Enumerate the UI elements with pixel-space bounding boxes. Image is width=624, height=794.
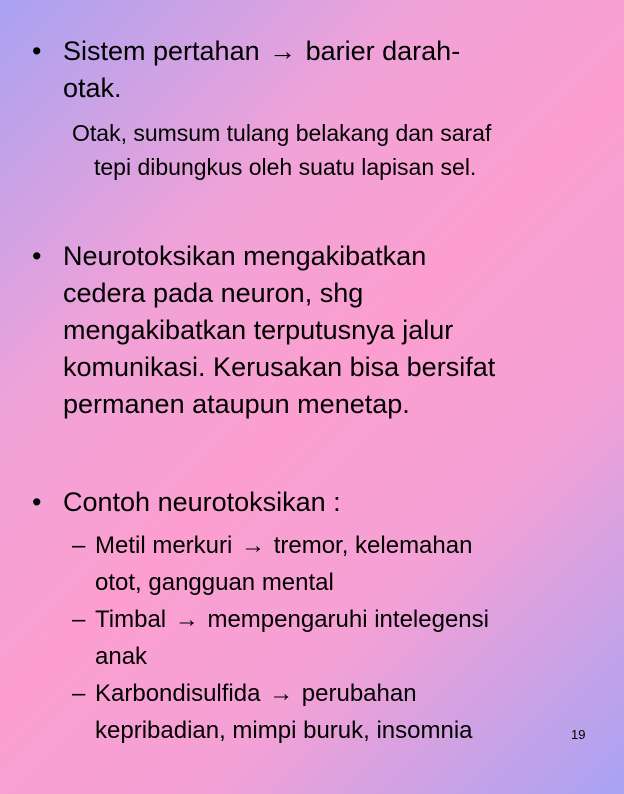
example-effect: tremor, kelemahan (273, 532, 473, 559)
bullet-line-text: Sistem pertahan (63, 36, 268, 66)
bullet-line: otak. (63, 73, 122, 103)
bullet-marker: • (32, 241, 42, 271)
bullet-line: cedera pada neuron, shg (63, 278, 364, 308)
example-text (95, 675, 473, 749)
arrow-right-icon: → (174, 606, 199, 633)
example-line (95, 601, 489, 638)
bullet-line: Neurotoksikan mengakibatkan (63, 241, 427, 271)
example-line (95, 527, 472, 564)
example-name: Timbal (95, 606, 167, 633)
example-name: Metil merkuri (95, 532, 233, 559)
bullet-text (63, 238, 495, 423)
arrow-right-icon: → (241, 532, 266, 559)
example-text (95, 601, 489, 675)
example-name: Karbondisulfida (95, 680, 261, 707)
bullet-line: komunikasi. Kerusakan bisa bersifat (63, 352, 496, 382)
dash-marker: – (72, 680, 86, 707)
dash-marker: – (72, 532, 86, 559)
example-line (95, 675, 473, 712)
bullet-line: permanen ataupun menetap. (63, 389, 410, 419)
bullet-text (63, 484, 341, 521)
example-line: anak (95, 643, 148, 670)
bullet-line (63, 33, 460, 70)
sub-paragraph-line-1: Otak, sumsum tulang belakang dan saraf (72, 120, 492, 146)
bullet-line-text: barier darah- (298, 36, 461, 66)
bullet-marker: • (32, 487, 42, 517)
example-line: otot, gangguan mental (95, 569, 334, 596)
sub-paragraph-line-2: tepi dibungkus oleh suatu lapisan sel. (94, 154, 477, 180)
bullet-line: Contoh neurotoksikan : (63, 487, 341, 517)
arrow-right-icon: → (269, 680, 294, 707)
arrow-right-icon: → (269, 36, 297, 66)
page-number: 19 (571, 727, 586, 742)
dash-marker: – (72, 606, 86, 633)
example-text (95, 527, 472, 601)
bullet-text (63, 33, 460, 107)
example-effect: perubahan (301, 680, 417, 707)
example-line: kepribadian, mimpi buruk, insomnia (95, 717, 473, 744)
bullet-marker: • (32, 36, 42, 66)
bullet-line: mengakibatkan terputusnya jalur (63, 315, 454, 345)
example-effect: mempengaruhi intelegensi (207, 606, 489, 633)
